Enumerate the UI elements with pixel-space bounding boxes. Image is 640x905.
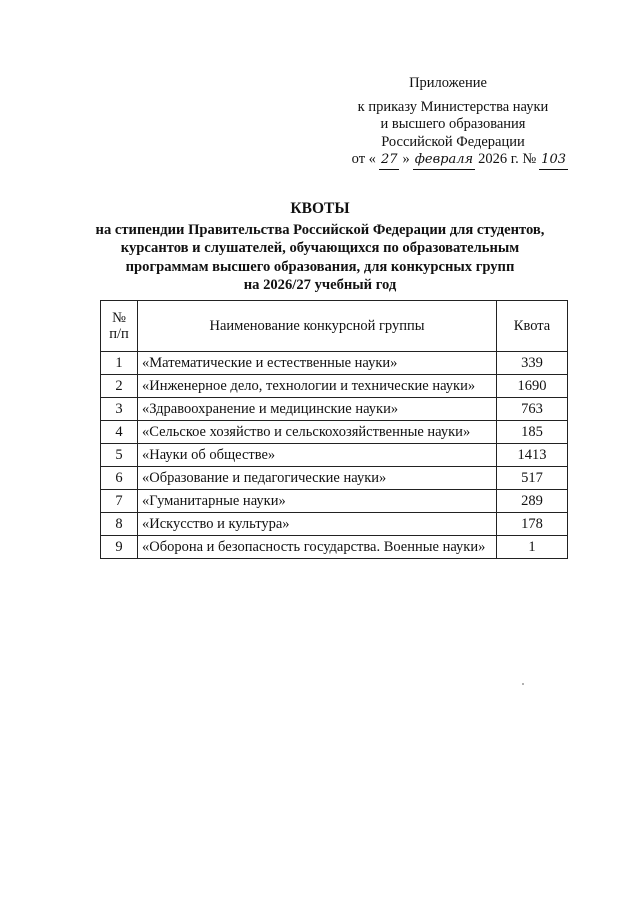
header-quota: Квота — [497, 301, 568, 352]
row-quota: 763 — [497, 398, 568, 421]
annex-date-line: от « 27 » февраля 2026 г. № 103 — [338, 151, 568, 170]
row-number: 2 — [101, 375, 138, 398]
row-number: 5 — [101, 444, 138, 467]
row-number: 8 — [101, 513, 138, 536]
row-group-name: «Искусство и культура» — [138, 513, 497, 536]
document-title: КВОТЫ — [290, 200, 350, 217]
table-row — [101, 444, 568, 467]
row-group-name: «Сельское хозяйство и сельскохозяйственные науки» — [138, 421, 497, 444]
row-group-name: «Здравоохранение и медицинские науки» — [138, 398, 497, 421]
row-quota: 178 — [497, 513, 568, 536]
annex-block — [338, 75, 568, 170]
table-row — [101, 421, 568, 444]
quota-table — [100, 300, 568, 559]
annex-title: Приложение — [409, 75, 487, 91]
handwritten-month: февраля — [413, 151, 475, 170]
table-row — [101, 398, 568, 421]
annex-line-2: и высшего образования — [380, 116, 526, 132]
row-quota: 1 — [497, 536, 568, 559]
table-row — [101, 352, 568, 375]
row-number: 9 — [101, 536, 138, 559]
row-group-name: «Инженерное дело, технологии и технические науки» — [138, 375, 497, 398]
row-quota: 517 — [497, 467, 568, 490]
row-quota: 289 — [497, 490, 568, 513]
row-quota: 339 — [497, 352, 568, 375]
header-group-name: Наименование конкурсной группы — [138, 301, 497, 352]
table-header-row — [101, 301, 568, 352]
handwritten-day: 27 — [379, 151, 400, 170]
subtitle-line-1: на стипендии Правительства Российской Федерации для студентов, — [95, 221, 545, 238]
table-row — [101, 467, 568, 490]
table-row — [101, 513, 568, 536]
row-quota: 1690 — [497, 375, 568, 398]
subtitle-line-2: курсантов и слушателей, обучающихся по образовательным — [120, 240, 520, 256]
subtitle-line-3: программам высшего образования, для конкурсных групп — [125, 258, 515, 275]
row-number: 1 — [101, 352, 138, 375]
table-row — [101, 536, 568, 559]
handwritten-order-number: 103 — [539, 151, 568, 170]
row-group-name: «Гуманитарные науки» — [138, 490, 497, 513]
scan-speck — [522, 683, 524, 685]
row-group-name: «Образование и педагогические науки» — [138, 467, 497, 490]
row-quota: 1413 — [497, 444, 568, 467]
row-group-name: «Науки об обществе» — [138, 444, 497, 467]
annex-line-1: к приказу Министерства науки — [357, 98, 549, 115]
row-number: 7 — [101, 490, 138, 513]
row-group-name: «Математические и естественные науки» — [138, 352, 497, 375]
annex-line-3: Российской Федерации — [381, 133, 525, 150]
subtitle-line-4: на 2026/27 учебный год — [243, 277, 397, 293]
row-quota: 185 — [497, 421, 568, 444]
table-row — [101, 490, 568, 513]
document-heading — [60, 200, 580, 295]
table-row — [101, 375, 568, 398]
row-number: 4 — [101, 421, 138, 444]
date-prefix: от « — [351, 151, 376, 167]
year-and-number-label: 2026 г. № — [478, 151, 537, 167]
row-group-name: «Оборона и безопасность государства. Военные науки» — [138, 536, 497, 559]
row-number: 3 — [101, 398, 138, 421]
header-number: № п/п — [101, 301, 138, 352]
row-number: 6 — [101, 467, 138, 490]
